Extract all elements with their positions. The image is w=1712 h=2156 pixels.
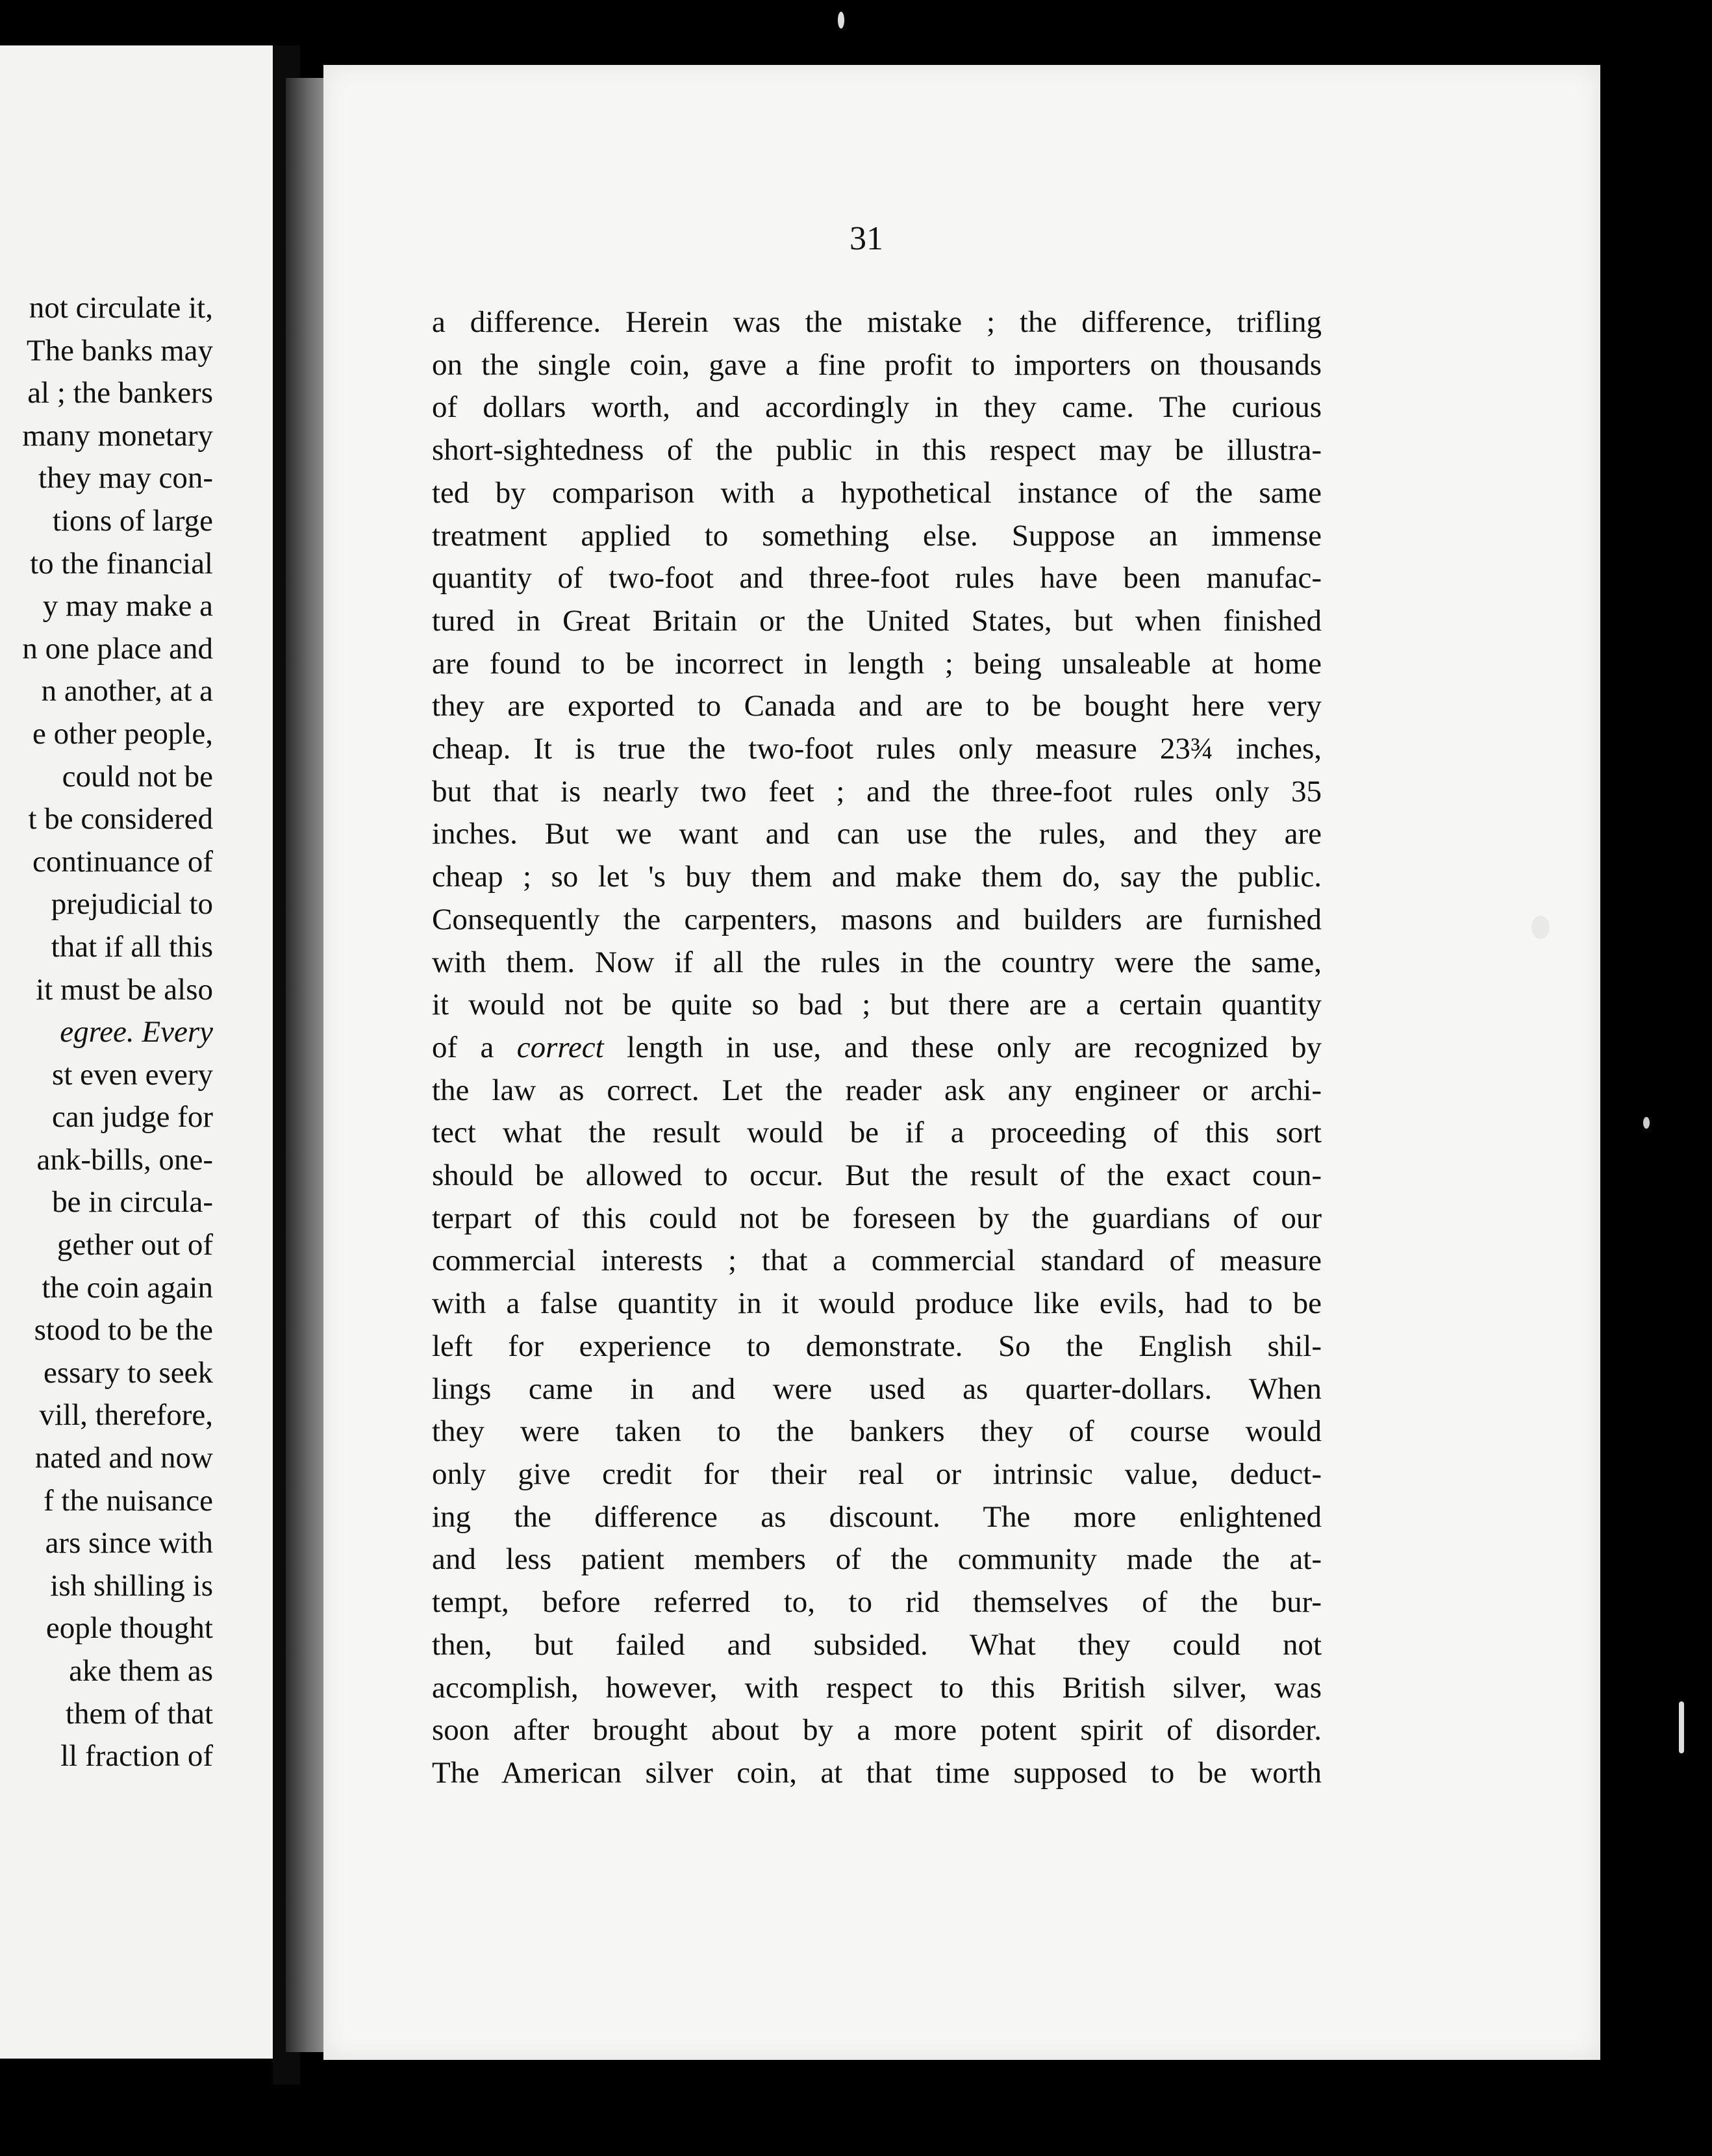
- text-line: ted by comparison with a hypothetical instance of the same: [432, 475, 1322, 510]
- text-line: left for experience to demonstrate. So the English shil-: [432, 1329, 1322, 1363]
- left-page-line: nated and now: [34, 1441, 213, 1475]
- left-page-line: n another, at a: [41, 674, 213, 708]
- left-page-line: not circulate it,: [29, 291, 213, 325]
- text-line: inches. But we want and can use the rules, and they are: [432, 817, 1322, 851]
- text-line: they are exported to Canada and are to be bought here very: [432, 689, 1322, 723]
- left-page-line: ars since with: [45, 1526, 213, 1561]
- text-line: [432, 1027, 1322, 1070]
- text-line: but that is nearly two feet ; and the three-foot rules only 35: [432, 774, 1322, 808]
- left-page-line: t be considered: [28, 802, 213, 836]
- left-page-line: ank-bills, one-: [36, 1142, 213, 1177]
- text-line: they were taken to the bankers they of course would: [432, 1414, 1322, 1449]
- text-line: quantity of two-foot and three-foot rules have been manufac-: [432, 561, 1322, 595]
- left-page-line: y may make a: [42, 589, 213, 623]
- text-line: cheap ; so let 's buy them and make them do, say the public.: [432, 860, 1322, 894]
- left-page-line: tions of large: [52, 503, 213, 538]
- left-page-line: ll fraction of: [60, 1739, 213, 1774]
- text-line: a difference. Herein was the mistake ; the difference, trifling: [432, 305, 1322, 339]
- scan-speck: [1679, 1701, 1684, 1753]
- text-line: it would not be quite so bad ; but there are a certain quantity: [432, 988, 1322, 1022]
- left-page-line: essary to seek: [43, 1355, 213, 1390]
- left-page-line: e other people,: [32, 716, 213, 751]
- text-line: with a false quantity in it would produce like evils, had to be: [432, 1286, 1322, 1321]
- left-page-line: f the nuisance: [43, 1483, 213, 1518]
- left-page-line: The banks may: [26, 333, 213, 368]
- text-line: with them. Now if all the rules in the country were the same,: [432, 945, 1322, 979]
- text-line: terpart of this could not be foreseen by the guardians of our: [432, 1201, 1322, 1235]
- left-page: [0, 45, 273, 2059]
- text-line: tempt, before referred to, to rid themselves of the bur-: [432, 1585, 1322, 1620]
- left-page-line: could not be: [62, 759, 213, 794]
- text-line: short-sightedness of the public in this respect may be illustra-: [432, 433, 1322, 468]
- left-page-line: egree. Every: [60, 1015, 213, 1049]
- text-line: of dollars worth, and accordingly in they came. The curious: [432, 390, 1322, 425]
- left-page-line: to the financial: [30, 546, 213, 581]
- left-page-line: them of that: [65, 1696, 213, 1731]
- text-line: Consequently the carpenters, masons and builders are furnished: [432, 902, 1322, 936]
- text-line: then, but failed and subsided. What they could not: [432, 1627, 1322, 1662]
- left-page-line: al ; the bankers: [27, 376, 213, 410]
- text-line: tect what the result would be if a proceeding of this sort: [432, 1116, 1322, 1150]
- page-number: 31: [850, 220, 883, 257]
- italic-word: correct: [516, 1030, 604, 1064]
- left-page-line: many monetary: [22, 418, 213, 453]
- left-page-line: stood to be the: [34, 1313, 213, 1348]
- left-page-line: st even every: [52, 1057, 213, 1092]
- left-page-line: ake them as: [69, 1654, 213, 1688]
- text-line: commercial interests ; that a commercial standard of measure: [432, 1244, 1322, 1278]
- scan-speck: [838, 12, 844, 29]
- left-page-line: it must be also: [36, 972, 213, 1007]
- left-page-line: eople thought: [45, 1611, 213, 1646]
- left-page-line: n one place and: [22, 631, 213, 666]
- text-line: tured in Great Britain or the United States, but when finished: [432, 603, 1322, 638]
- text-line: should be allowed to occur. But the result of the exact coun-: [432, 1159, 1322, 1193]
- left-page-line: they may con-: [38, 461, 213, 495]
- left-page-line: prejudicial to: [51, 887, 213, 921]
- page-speck: [1531, 916, 1550, 939]
- page-edge-shadow: [286, 78, 323, 2052]
- text-line: are found to be incorrect in length ; being unsaleable at home: [432, 646, 1322, 681]
- text-line: The American silver coin, at that time supposed to be worth: [432, 1755, 1322, 1790]
- text-line: cheap. It is true the two-foot rules only measure 23¾ inches,: [432, 732, 1322, 766]
- text-line: accomplish, however, with respect to this British silver, was: [432, 1670, 1322, 1705]
- text-line: and less patient members of the community made the at-: [432, 1542, 1322, 1577]
- scan-speck: [1643, 1117, 1650, 1129]
- text-line: soon after brought about by a more potent spirit of disorder.: [432, 1713, 1322, 1748]
- text-line: treatment applied to something else. Suppose an immense: [432, 518, 1322, 553]
- text-line: ing the difference as discount. The more enlightened: [432, 1499, 1322, 1534]
- text-line: lings came in and were used as quarter-dollars. When: [432, 1372, 1322, 1406]
- left-page-line: vill, therefore,: [39, 1398, 213, 1433]
- left-page-line: that if all this: [51, 929, 213, 964]
- text-line: on the single coin, gave a fine profit to importers on thousands: [432, 347, 1322, 382]
- left-page-line: be in circula-: [52, 1185, 213, 1220]
- text-line: the law as correct. Let the reader ask any engineer or archi-: [432, 1073, 1322, 1107]
- left-page-line: gether out of: [57, 1228, 213, 1262]
- left-page-line: can judge for: [52, 1100, 213, 1134]
- body-text: [432, 301, 1322, 1795]
- text-line: only give credit for their real or intrinsic value, deduct-: [432, 1457, 1322, 1491]
- left-page-text: [22, 287, 213, 1778]
- text-run: of a: [432, 1030, 517, 1064]
- left-page-line: the coin again: [42, 1270, 213, 1305]
- left-page-line: ish shilling is: [50, 1568, 213, 1603]
- text-run: length in use, and these only are recognized by: [603, 1030, 1322, 1064]
- left-page-line: continuance of: [32, 844, 213, 879]
